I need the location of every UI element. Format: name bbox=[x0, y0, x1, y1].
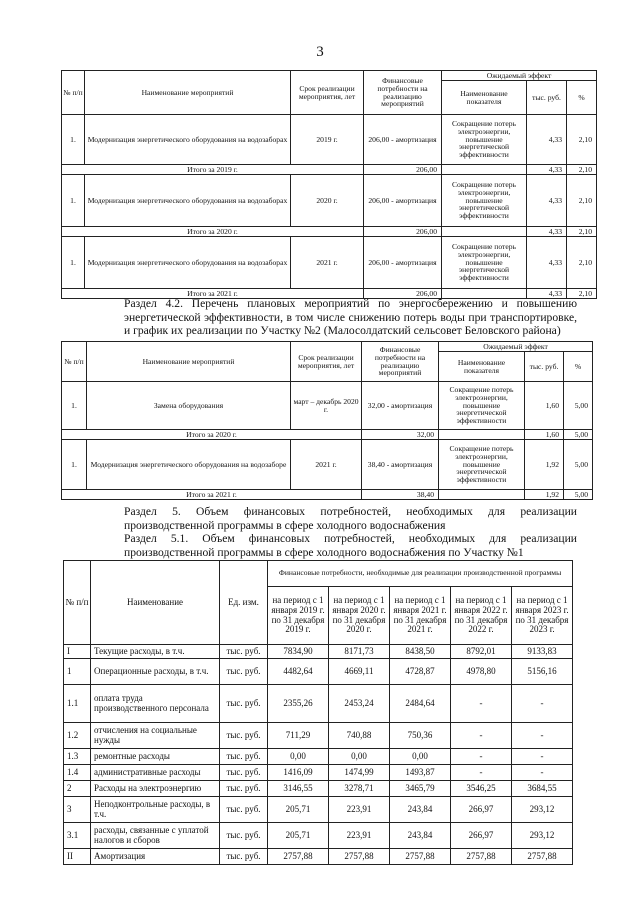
table-row bbox=[62, 382, 593, 430]
row-finance: 206,00 - амортизация bbox=[364, 237, 442, 289]
row-name: Модернизация энергетического оборудования на водозаборах bbox=[85, 175, 291, 227]
total-blank bbox=[439, 430, 525, 440]
row-rub: 4,33 bbox=[527, 237, 567, 289]
row-value: 8438,50 bbox=[390, 645, 451, 659]
row-unit: тыс. руб. bbox=[220, 645, 268, 659]
row-unit: тыс. руб. bbox=[220, 765, 268, 781]
table-financial-needs bbox=[63, 560, 573, 865]
total-finance: 206,00 bbox=[364, 165, 442, 175]
total-rub: 4,33 bbox=[527, 227, 567, 237]
row-value: 266,97 bbox=[451, 823, 512, 849]
table-row bbox=[64, 749, 573, 765]
row-num: 1.3 bbox=[64, 749, 91, 765]
row-value: - bbox=[451, 765, 512, 781]
header-finance: Финансовые потребности на реализацию мероприятий bbox=[364, 71, 442, 115]
row-value: 205,71 bbox=[268, 823, 329, 849]
row-unit: тыс. руб. bbox=[220, 659, 268, 685]
row-value: 750,36 bbox=[390, 723, 451, 749]
row-value: - bbox=[451, 723, 512, 749]
row-value: 2355,26 bbox=[268, 685, 329, 723]
header-num: № п/п bbox=[62, 71, 85, 115]
total-label: Итого за 2020 г. bbox=[62, 430, 362, 440]
table-row bbox=[62, 440, 593, 490]
row-value: 8171,73 bbox=[329, 645, 390, 659]
table-row bbox=[64, 645, 573, 659]
section-5-1-heading: Раздел 5.1. Объем финансовых потребностей, необходимых для реализации производственной программы в сфере холодного водоснабжения по Участку №1 bbox=[124, 532, 577, 559]
header-effect-pct: % bbox=[564, 352, 593, 382]
row-value: 2484,64 bbox=[390, 685, 451, 723]
row-value: - bbox=[512, 723, 573, 749]
total-pct: 2,10 bbox=[567, 165, 597, 175]
row-name: Текущие расходы, в т.ч. bbox=[91, 645, 220, 659]
header-effect-rub: тыс. руб. bbox=[525, 352, 564, 382]
header-effect: Ожидаемый эффект bbox=[439, 342, 593, 352]
page-number: 3 bbox=[316, 44, 324, 60]
total-rub: 4,33 bbox=[527, 165, 567, 175]
row-indicator: Сокращение потерь электроэнергии, повышение энергетической эффективности bbox=[439, 440, 525, 490]
row-value: 3465,79 bbox=[390, 781, 451, 797]
row-value: 3546,25 bbox=[451, 781, 512, 797]
total-row bbox=[62, 490, 593, 500]
header-period-2021: на период с 1 января 2021 г. по 31 декабря 2021 г. bbox=[390, 587, 451, 645]
row-value: 293,12 bbox=[512, 823, 573, 849]
row-rub: 4,33 bbox=[527, 115, 567, 165]
header-name: Наименование мероприятий bbox=[87, 342, 291, 382]
row-value: 2757,88 bbox=[451, 849, 512, 865]
row-unit: тыс. руб. bbox=[220, 685, 268, 723]
row-num: 1.2 bbox=[64, 723, 91, 749]
row-value: 9133,83 bbox=[512, 645, 573, 659]
total-finance: 32,00 bbox=[362, 430, 439, 440]
table-row bbox=[62, 115, 597, 165]
row-period: 2020 г. bbox=[291, 175, 364, 227]
row-value: 266,97 bbox=[451, 797, 512, 823]
row-period: 2021 г. bbox=[291, 440, 362, 490]
row-value: 243,84 bbox=[390, 797, 451, 823]
row-num: 1. bbox=[62, 175, 85, 227]
total-finance: 206,00 bbox=[364, 227, 442, 237]
row-value: 293,12 bbox=[512, 797, 573, 823]
row-rub: 1,92 bbox=[525, 440, 564, 490]
header-period-2022: на период с 1 января 2022 г. по 31 декабря 2022 г. bbox=[451, 587, 512, 645]
table-row bbox=[62, 237, 597, 289]
row-num: 1 bbox=[64, 659, 91, 685]
row-name: расходы, связанные с уплатой налогов и сборов bbox=[91, 823, 220, 849]
total-blank bbox=[442, 227, 527, 237]
row-value: - bbox=[512, 749, 573, 765]
header-effect-name: Наименование показателя bbox=[439, 352, 525, 382]
total-rub: 1,60 bbox=[525, 430, 564, 440]
header-period-2019: на период с 1 января 2019 г. по 31 декабря 2019 г. bbox=[268, 587, 329, 645]
row-value: 3278,71 bbox=[329, 781, 390, 797]
table-measures-site1 bbox=[61, 70, 597, 299]
header-num: № п/п bbox=[62, 342, 87, 382]
row-indicator: Сокращение потерь электроэнергии, повышение энергетической эффективности bbox=[442, 175, 527, 227]
row-unit: тыс. руб. bbox=[220, 797, 268, 823]
row-value: - bbox=[451, 749, 512, 765]
total-row bbox=[62, 430, 593, 440]
row-num: 1.4 bbox=[64, 765, 91, 781]
row-value: 5156,16 bbox=[512, 659, 573, 685]
row-value: 2757,88 bbox=[268, 849, 329, 865]
row-value: 2757,88 bbox=[390, 849, 451, 865]
row-name: отчисления на социальные нужды bbox=[91, 723, 220, 749]
row-finance: 32,00 - амортизация bbox=[362, 382, 439, 430]
total-row bbox=[62, 165, 597, 175]
table-row bbox=[64, 723, 573, 749]
row-value: 4728,87 bbox=[390, 659, 451, 685]
row-num: 1. bbox=[62, 440, 87, 490]
header-num: № п/п bbox=[64, 561, 91, 645]
header-period: Срок реализации мероприятия, лет bbox=[291, 342, 362, 382]
total-finance: 38,40 bbox=[362, 490, 439, 500]
table-measures-site2 bbox=[61, 341, 593, 500]
header-effect-rub: тыс. руб. bbox=[527, 81, 567, 115]
header-effect: Ожидаемый эффект bbox=[442, 71, 597, 81]
row-rub: 1,60 bbox=[525, 382, 564, 430]
row-period: март – декабрь 2020 г. bbox=[291, 382, 362, 430]
row-period: 2021 г. bbox=[291, 237, 364, 289]
header-effect-pct: % bbox=[567, 81, 597, 115]
row-finance: 206,00 - амортизация bbox=[364, 115, 442, 165]
header-period-2023: на период с 1 января 2023 г. по 31 декабря 2023 г. bbox=[512, 587, 573, 645]
row-value: 205,71 bbox=[268, 797, 329, 823]
row-value: 1493,87 bbox=[390, 765, 451, 781]
row-value: 4669,11 bbox=[329, 659, 390, 685]
total-pct: 5,00 bbox=[564, 430, 593, 440]
row-name: Расходы на электроэнергию bbox=[91, 781, 220, 797]
row-name: Модернизация энергетического оборудования на водозаборах bbox=[85, 115, 291, 165]
row-num: 1.1 bbox=[64, 685, 91, 723]
total-pct: 5,00 bbox=[564, 490, 593, 500]
row-value: 223,91 bbox=[329, 797, 390, 823]
total-rub: 1,92 bbox=[525, 490, 564, 500]
row-unit: тыс. руб. bbox=[220, 723, 268, 749]
row-value: 3684,55 bbox=[512, 781, 573, 797]
row-rub: 4,33 bbox=[527, 175, 567, 227]
row-value: 740,88 bbox=[329, 723, 390, 749]
row-num: 3 bbox=[64, 797, 91, 823]
total-label: Итого за 2019 г. bbox=[62, 165, 364, 175]
table-row bbox=[64, 765, 573, 781]
table-row bbox=[64, 659, 573, 685]
row-value: 711,29 bbox=[268, 723, 329, 749]
row-name: ремонтные расходы bbox=[91, 749, 220, 765]
row-pct: 2,10 bbox=[567, 237, 597, 289]
row-pct: 2,10 bbox=[567, 175, 597, 227]
row-value: - bbox=[451, 685, 512, 723]
row-indicator: Сокращение потерь электроэнергии, повышение энергетической эффективности bbox=[442, 237, 527, 289]
row-value: - bbox=[512, 765, 573, 781]
row-value: 223,91 bbox=[329, 823, 390, 849]
row-value: 4978,80 bbox=[451, 659, 512, 685]
header-unit: Ед. изм. bbox=[220, 561, 268, 645]
total-finance: 206,00 bbox=[364, 289, 442, 299]
total-pct: 2,10 bbox=[567, 227, 597, 237]
row-name: Амортизация bbox=[91, 849, 220, 865]
section-5-heading: Раздел 5. Объем финансовых потребностей, необходимых для реализации производственной программы в сфере холодного водоснабжения bbox=[124, 505, 577, 532]
header-finance-group: Финансовые потребности, необходимые для реализации производственной программы bbox=[268, 561, 573, 587]
header-finance: Финансовые потребности на реализацию мероприятий bbox=[362, 342, 439, 382]
table-row bbox=[64, 797, 573, 823]
table-row bbox=[64, 685, 573, 723]
row-pct: 5,00 bbox=[564, 440, 593, 490]
row-unit: тыс. руб. bbox=[220, 849, 268, 865]
section-4-2-heading: Раздел 4.2. Перечень плановых мероприятий по энергосбережению и повышению энергетической эффективности, в том числе снижению потерь воды при транспортировке, и график их реализации по Участку №2 (Малосолдатский сельсовет Беловского района) bbox=[124, 297, 577, 337]
row-name: Модернизация энергетического оборудования на водозаборах bbox=[85, 237, 291, 289]
row-unit: тыс. руб. bbox=[220, 823, 268, 849]
row-name: Модернизация энергетического оборудования на водозаборе bbox=[87, 440, 291, 490]
total-blank bbox=[439, 490, 525, 500]
row-num: I bbox=[64, 645, 91, 659]
row-name: Операционные расходы, в т.ч. bbox=[91, 659, 220, 685]
header-period-2020: на период с 1 января 2020 г. по 31 декабря 2020 г. bbox=[329, 587, 390, 645]
row-value: 1474,99 bbox=[329, 765, 390, 781]
row-period: 2019 г. bbox=[291, 115, 364, 165]
row-name: оплата труда производственного персонала bbox=[91, 685, 220, 723]
total-label: Итого за 2021 г. bbox=[62, 289, 364, 299]
row-value: 4482,64 bbox=[268, 659, 329, 685]
header-name: Наименование мероприятий bbox=[85, 71, 291, 115]
header-period: Срок реализации мероприятия, лет bbox=[291, 71, 364, 115]
total-blank bbox=[442, 165, 527, 175]
row-finance: 206,00 - амортизация bbox=[364, 175, 442, 227]
row-num: 1. bbox=[62, 115, 85, 165]
row-pct: 2,10 bbox=[567, 115, 597, 165]
row-value: 8792,01 bbox=[451, 645, 512, 659]
total-rub: 4,33 bbox=[527, 289, 567, 299]
row-name: Неподконтрольные расходы, в т.ч. bbox=[91, 797, 220, 823]
row-finance: 38,40 - амортизация bbox=[362, 440, 439, 490]
row-num: II bbox=[64, 849, 91, 865]
row-value: 0,00 bbox=[268, 749, 329, 765]
total-row bbox=[62, 227, 597, 237]
table-row bbox=[64, 823, 573, 849]
row-num: 1. bbox=[62, 382, 87, 430]
row-value: 243,84 bbox=[390, 823, 451, 849]
row-num: 1. bbox=[62, 237, 85, 289]
row-value: - bbox=[512, 685, 573, 723]
total-pct: 2,10 bbox=[567, 289, 597, 299]
row-unit: тыс. руб. bbox=[220, 781, 268, 797]
table-row bbox=[64, 781, 573, 797]
header-effect-name: Наименование показателя bbox=[442, 81, 527, 115]
header-name: Наименование bbox=[91, 561, 220, 645]
row-num: 2 bbox=[64, 781, 91, 797]
row-value: 2757,88 bbox=[329, 849, 390, 865]
table-row bbox=[62, 175, 597, 227]
row-value: 1416,09 bbox=[268, 765, 329, 781]
row-value: 3146,55 bbox=[268, 781, 329, 797]
total-label: Итого за 2020 г. bbox=[62, 227, 364, 237]
row-value: 0,00 bbox=[390, 749, 451, 765]
total-label: Итого за 2021 г. bbox=[62, 490, 362, 500]
row-indicator: Сокращение потерь электроэнергии, повышение энергетической эффективности bbox=[439, 382, 525, 430]
row-pct: 5,00 bbox=[564, 382, 593, 430]
row-value: 7834,90 bbox=[268, 645, 329, 659]
row-indicator: Сокращение потерь электроэнергии, повышение энергетической эффективности bbox=[442, 115, 527, 165]
row-value: 2453,24 bbox=[329, 685, 390, 723]
row-value: 2757,88 bbox=[512, 849, 573, 865]
row-name: административные расходы bbox=[91, 765, 220, 781]
row-num: 3.1 bbox=[64, 823, 91, 849]
row-value: 0,00 bbox=[329, 749, 390, 765]
row-name: Замена оборудования bbox=[87, 382, 291, 430]
table-row bbox=[64, 849, 573, 865]
row-unit: тыс. руб. bbox=[220, 749, 268, 765]
